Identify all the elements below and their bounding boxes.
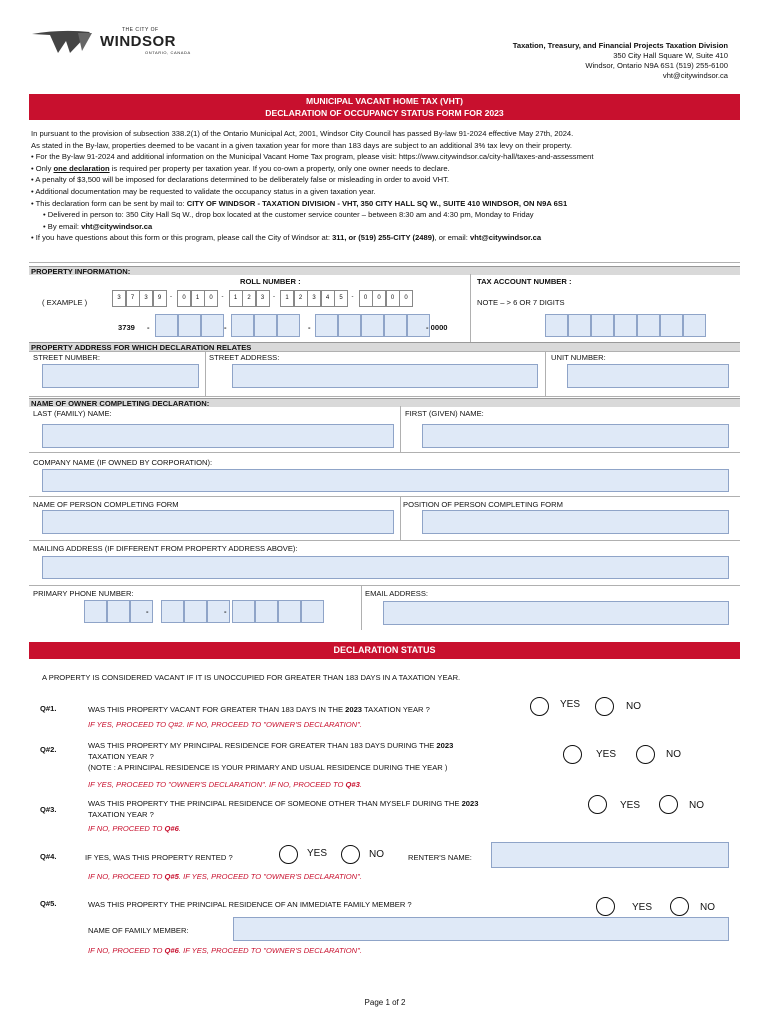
divider [29, 496, 740, 497]
roll-suffix: - 0000 [426, 323, 448, 332]
phone-dash-1: - [146, 607, 149, 616]
divider [470, 274, 471, 342]
q3-no-radio[interactable] [659, 795, 678, 814]
tax-account-digit-input[interactable] [683, 314, 706, 337]
example-digit-box: 3 [139, 290, 153, 307]
example-digit-box: 3 [112, 290, 126, 307]
division-name: Taxation, Treasury, and Financial Projects Taxation Division [512, 41, 728, 50]
tax-account-digit-input[interactable] [545, 314, 568, 337]
divider [29, 452, 740, 453]
roll-digit-input[interactable] [254, 314, 277, 337]
phone-digit-input[interactable] [130, 600, 153, 623]
example-digit-box: 3 [256, 290, 270, 307]
last-name-input[interactable] [42, 424, 394, 448]
example-digit-box: 4 [321, 290, 335, 307]
example-digit-box: 0 [386, 290, 400, 307]
tax-account-digit-input[interactable] [660, 314, 683, 337]
street-address-input[interactable] [232, 364, 538, 388]
roll-prefix: 3739 [118, 323, 135, 332]
q5-yes-radio[interactable] [596, 897, 615, 916]
phone-digit-input[interactable] [278, 600, 301, 623]
phone-label: PRIMARY PHONE NUMBER: [33, 589, 134, 598]
divider [400, 406, 401, 452]
header-email[interactable]: vht@citywindsor.ca [662, 71, 728, 80]
divider [29, 585, 740, 586]
q2-no-label: NO [666, 749, 681, 760]
roll-digit-input[interactable] [201, 314, 224, 337]
phone-digit-input[interactable] [255, 600, 278, 623]
example-digit-box: 3 [307, 290, 321, 307]
phone-digit-input[interactable] [232, 600, 255, 623]
first-name-input[interactable] [422, 424, 729, 448]
intro-bullet-one-declaration: • Only one declaration is required per property per taxation year. If you co-own a property, only one owner needs to declare. [31, 163, 450, 173]
q4-yes-label: YES [307, 848, 328, 859]
intro-bullet-penalty: • A penalty of $3,500 will be imposed for declarations determined to be deliberately false or misleading in order to avoid VHT. [31, 175, 450, 185]
divider [29, 351, 740, 352]
q4-text: IF YES, WAS THIS PROPERTY RENTED ? [85, 853, 233, 862]
q1-yes-label: YES [560, 699, 581, 710]
mailing-address-label: MAILING ADDRESS (IF DIFFERENT FROM PROPERTY ADDRESS ABOVE): [33, 544, 298, 553]
divider [29, 540, 740, 541]
example-digit-box: - [170, 294, 172, 300]
intro-bullet-bylaw: • For the By-law 91-2024 and additional information on the Municipal Vacant Home Tax program, please visit: https://www.citywindsor.ca/city-hall/taxes-and-assessment [31, 152, 594, 162]
tax-account-digit-input[interactable] [568, 314, 591, 337]
family-member-input[interactable] [233, 917, 729, 941]
roll-digit-input[interactable] [231, 314, 254, 337]
position-label: POSITION OF PERSON COMPLETING FORM [403, 500, 563, 509]
q5-no-label: NO [700, 902, 715, 913]
example-digit-box: 2 [242, 290, 256, 307]
phone-digit-input[interactable] [107, 600, 130, 623]
example-digit-box: 1 [280, 290, 294, 307]
q2-yes-label: YES [596, 749, 617, 760]
divider [545, 351, 546, 396]
roll-digit-input[interactable] [384, 314, 407, 337]
roll-digit-input[interactable] [178, 314, 201, 337]
property-info-heading: PROPERTY INFORMATION: [29, 266, 740, 275]
intro-bullet-mail: • This declaration form can be sent by mail to: CITY OF WINDSOR - TAXATION DIVISION - VHT, 350 CITY HALL SQ W., SUITE 410 WINDSOR, ON N9A 6S1 [31, 198, 568, 208]
q1-label: Q#1. [40, 704, 57, 713]
phone-digit-input[interactable] [184, 600, 207, 623]
division-address [513, 41, 728, 81]
q1-text: WAS THIS PROPERTY VACANT FOR GREATER THAN 183 DAYS IN THE 2023 TAXATION YEAR ? [88, 705, 430, 714]
divider [361, 585, 362, 630]
address-line-2: Windsor, Ontario N9A 6S1 (519) 255-6100 [585, 61, 728, 70]
intro-paragraph-2: As stated in the By-law, properties deemed to be vacant in a given taxation year for more than 183 days are subject to an additional 3% tax levy on their property. [31, 140, 573, 150]
property-address-heading: PROPERTY ADDRESS FOR WHICH DECLARATION RELATES [29, 342, 740, 351]
q5-label: Q#5. [40, 899, 57, 908]
q1-no-radio[interactable] [595, 697, 614, 716]
phone-digit-input[interactable] [161, 600, 184, 623]
company-label: COMPANY NAME (IF OWNED BY CORPORATION): [33, 458, 213, 467]
unit-number-input[interactable] [567, 364, 729, 388]
q1-note: IF YES, PROCEED TO Q#2. IF NO, PROCEED TO "OWNER'S DECLARATION". [88, 720, 362, 729]
q4-no-radio[interactable] [341, 845, 360, 864]
declaration-status-heading: DECLARATION STATUS [29, 642, 740, 659]
example-digit-box: - [273, 294, 275, 300]
company-input[interactable] [42, 469, 729, 492]
q3-text: WAS THIS PROPERTY THE PRINCIPAL RESIDENCE OF SOMEONE OTHER THAN MYSELF DURING THE 2023 TAXATION YEAR ? [88, 799, 479, 819]
divider [205, 351, 206, 396]
q3-no-label: NO [689, 800, 704, 811]
form-title-line2: DECLARATION OF OCCUPANCY STATUS FORM FOR 2023 [265, 108, 504, 118]
logo-sub-text: ONTARIO, CANADA [145, 50, 191, 55]
logo-main-text: WINDSOR [100, 33, 176, 50]
intro-paragraph-1: In pursuant to the provision of subsection 338.2(1) of the Ontario Municipal Act, 2001, Windsor City Council has passed By-law 91-2024 effective May 27th, 2024. [31, 129, 574, 138]
example-digit-box: - [351, 294, 354, 300]
street-number-label: STREET NUMBER: [33, 353, 100, 362]
q5-note: IF NO, PROCEED TO Q#6. IF YES, PROCEED TO "OWNER'S DECLARATION". [88, 946, 362, 955]
last-name-label: LAST (FAMILY) NAME: [33, 409, 112, 418]
q2-note: IF YES, PROCEED TO "OWNER'S DECLARATION". IF NO, PROCEED TO Q#3. [88, 780, 362, 789]
example-digit-box: 0 [372, 290, 386, 307]
q4-label: Q#4. [40, 852, 57, 861]
tax-account-digit-input[interactable] [637, 314, 660, 337]
street-number-input[interactable] [42, 364, 199, 388]
divider [29, 262, 740, 263]
q5-no-radio[interactable] [670, 897, 689, 916]
example-label: ( EXAMPLE ) [42, 298, 88, 307]
divider [29, 396, 740, 397]
example-digit-box: 0 [399, 290, 413, 307]
roll-dash-3: - [308, 323, 311, 332]
person-name-label: NAME OF PERSON COMPLETING FORM [33, 500, 179, 509]
divider [400, 496, 401, 540]
q3-label: Q#3. [40, 805, 57, 814]
roll-digit-input[interactable] [338, 314, 361, 337]
roll-digit-input[interactable] [361, 314, 384, 337]
example-digit-box: 7 [126, 290, 140, 307]
q2-yes-radio[interactable] [563, 745, 582, 764]
q5-text: WAS THIS PROPERTY THE PRINCIPAL RESIDENCE OF AN IMMEDIATE FAMILY MEMBER ? [88, 900, 412, 909]
mailing-address-input[interactable] [42, 556, 729, 579]
q4-no-label: NO [369, 849, 384, 860]
example-digit-box: 0 [177, 290, 191, 307]
intro-bullet-questions: • If you have questions about this form or this program, please call the City of Windsor at: 311, or (519) 255-CITY (2489), or email: vht@citywindsor.ca [31, 233, 542, 243]
renter-name-label: RENTER'S NAME: [408, 853, 472, 862]
tax-account-label: TAX ACCOUNT NUMBER : [477, 277, 572, 286]
position-input[interactable] [422, 510, 729, 534]
example-digit-box: 5 [334, 290, 348, 307]
logo-top-text: THE CITY OF [122, 27, 159, 33]
unit-number-label: UNIT NUMBER: [551, 353, 606, 362]
q4-note: IF NO, PROCEED TO Q#5. IF YES, PROCEED TO "OWNER'S DECLARATION". [88, 872, 362, 881]
q1-no-label: NO [626, 701, 641, 712]
phone-digit-input[interactable] [301, 600, 324, 623]
email-label: EMAIL ADDRESS: [365, 589, 429, 598]
family-member-label: NAME OF FAMILY MEMBER: [88, 926, 189, 935]
q5-yes-label: YES [632, 902, 653, 913]
roll-dash-2: - [224, 323, 227, 332]
person-name-input[interactable] [42, 510, 394, 534]
example-digit-box: 1 [191, 290, 205, 307]
intro-bullet-documentation: • Additional documentation may be requested to validate the occupancy status in a given taxation year. [31, 186, 376, 196]
phone-digit-input[interactable] [84, 600, 107, 623]
tax-account-digit-input[interactable] [591, 314, 614, 337]
q2-text: WAS THIS PROPERTY MY PRINCIPAL RESIDENCE FOR GREATER THAN 183 DAYS DURING THE 2023 TAXATION YEAR ? (NOTE : A PRINCIPAL RESIDENCE IS YOUR PRIMARY AND USUAL RESIDENCE DURING THE YEAR ) [88, 741, 454, 772]
tax-account-digit-input[interactable] [614, 314, 637, 337]
city-of-windsor-logo [30, 27, 200, 59]
intro-bullet-in-person: • Delivered in person to: 350 City Hall Sq W., drop box located at the customer service counter – between 8:30 am and 4:30 pm, Monday to Friday [43, 210, 534, 220]
roll-digit-input[interactable] [315, 314, 338, 337]
intro-bullet-email: • By email: vht@citywindsor.ca [43, 221, 153, 231]
example-digit-box: 9 [153, 290, 167, 307]
phone-dash-2: - [224, 607, 227, 616]
q3-yes-label: YES [620, 800, 641, 811]
roll-number-label: ROLL NUMBER : [240, 277, 301, 286]
q3-note: IF NO, PROCEED TO Q#6. [88, 824, 181, 833]
example-digit-box: - [221, 294, 224, 300]
first-name-label: FIRST (GIVEN) NAME: [405, 409, 484, 418]
email-input[interactable] [383, 601, 729, 625]
example-digit-box: 0 [204, 290, 218, 307]
example-digit-box: 2 [294, 290, 308, 307]
form-title [29, 94, 740, 120]
vacancy-definition: A PROPERTY IS CONSIDERED VACANT IF IT IS UNOCCUPIED FOR GREATER THAN 183 DAYS IN A TAXATION YEAR. [42, 673, 461, 682]
owner-heading: NAME OF OWNER COMPLETING DECLARATION: [29, 398, 740, 407]
q2-no-radio[interactable] [636, 745, 655, 764]
q4-yes-radio[interactable] [279, 845, 298, 864]
intro-text [31, 128, 743, 244]
roll-digit-input[interactable] [155, 314, 178, 337]
form-title-line1: MUNICIPAL VACANT HOME TAX (VHT) [306, 96, 463, 106]
street-address-label: STREET ADDRESS: [209, 353, 280, 362]
page-number: Page 1 of 2 [364, 998, 406, 1007]
q3-yes-radio[interactable] [588, 795, 607, 814]
q1-yes-radio[interactable] [530, 697, 549, 716]
renter-name-input[interactable] [491, 842, 729, 868]
roll-digit-input[interactable] [277, 314, 300, 337]
tax-account-note: NOTE – > 6 OR 7 DIGITS [477, 298, 565, 307]
example-digit-box: 1 [229, 290, 243, 307]
roll-dash-1: - [147, 323, 150, 332]
address-line-1: 350 City Hall Square W, Suite 410 [613, 51, 728, 60]
q2-label: Q#2. [40, 745, 57, 754]
example-digit-box: 0 [359, 290, 373, 307]
